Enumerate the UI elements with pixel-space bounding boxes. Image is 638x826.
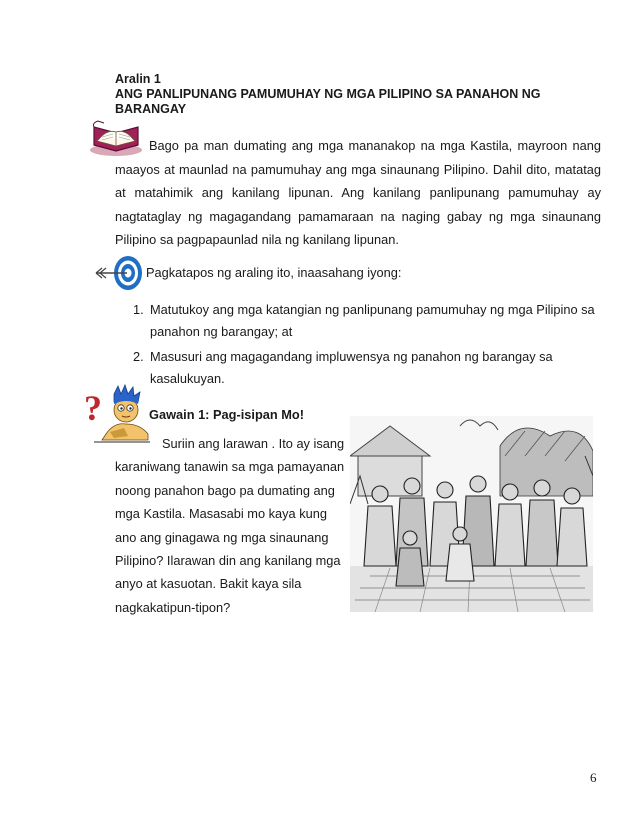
activity-title: Gawain 1: Pag-isipan Mo! xyxy=(149,407,305,422)
list-item: 2. Masusuri ang magagandang impluwensya ng panahon ng barangay sa kasalukuyan. xyxy=(133,349,553,386)
intro-paragraph xyxy=(115,134,601,252)
list-item: 1. Matutukoy ang mga katangian ng panlipunang pamumuhay ng mga Pilipino sa panahon ng barangay; at xyxy=(133,302,595,339)
lesson-heading xyxy=(115,72,540,117)
objectives-list xyxy=(133,299,603,393)
target-arrow-icon xyxy=(94,253,146,293)
lesson-number: Aralin 1 xyxy=(115,72,161,86)
barangay-gathering-illustration xyxy=(350,416,593,612)
intro-text: Bago pa man dumating ang mga mananakop na mga Kastila, mayroon nang maayos at maunlad na pamumuhay ang mga sinaunang Pilipino. Dahil dito, matatag at matahimik ang kanilang lipunan. Ang kanilang panlipunang pamumuhay ay nagtataglay ng magagandang pamamaraan na naging gabay ng mga sinaunang Pilipino sa pagpapaunlad nila ng kanilang lipunan. xyxy=(115,138,601,248)
lesson-title-line-1: ANG PANLIPUNANG PAMUMUHAY NG MGA PILIPINO SA PANAHON NG xyxy=(115,87,541,101)
objectives-lead: Pagkatapos ng araling ito, inaasahang iyong: xyxy=(146,265,402,280)
activity-text: Suriin ang larawan . Ito ay isang karaniwang tanawin sa mga pamayanan noong panahon bago pa dumating ang mga Kastila. Masasabi mo kaya kung ano ang ginagawa ng mga sinaunang Pilipino? Ilarawan din ang kanilang mga anyo at kasuotan. Bakit kaya sila nagkakatipun-tipon? xyxy=(115,436,345,615)
svg-text:?: ? xyxy=(84,388,102,428)
lesson-title-line-2: BARANGAY xyxy=(115,102,187,116)
activity-paragraph xyxy=(115,432,350,619)
page-number: 6 xyxy=(590,770,597,785)
